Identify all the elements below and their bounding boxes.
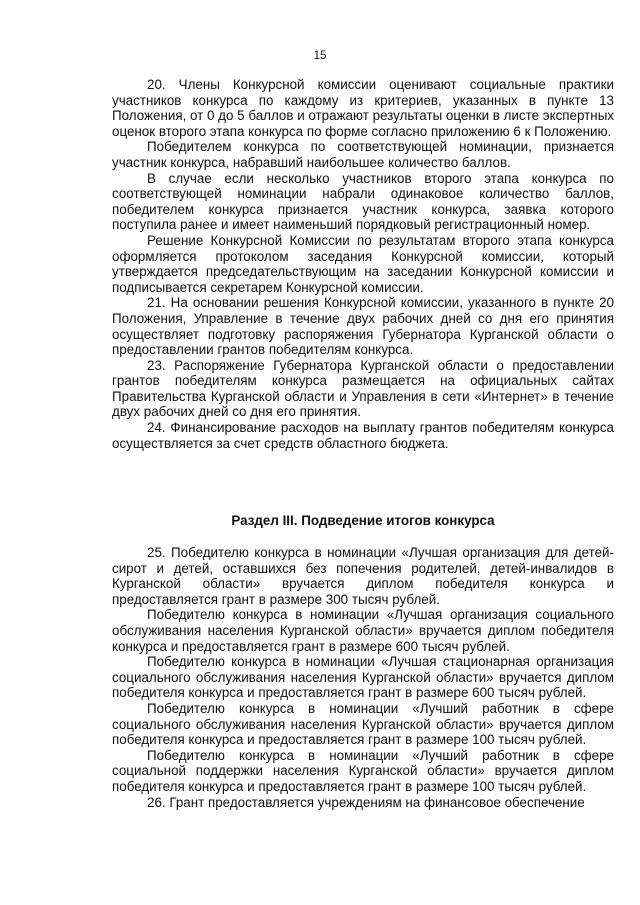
paragraph-winner-definition: Победителем конкурса по соответствующей номинации, признается участник конкурса, набравший наибольшее количество баллов. xyxy=(112,139,614,170)
paragraph-26: 26. Грант предоставляется учреждениям на финансовое обеспечение xyxy=(147,794,585,810)
paragraph-commission-decision: Решение Конкурсной Комиссии по результатам второго этапа конкурса оформляется протоколом заседания Конкурсной комиссии, который утверждается председательствующим на заседании Конкурсной комиссии и подписывается секретарем Конкурсной комиссии. xyxy=(112,232,614,295)
paragraph-21: 21. На основании решения Конкурсной комиссии, указанного в пункте 20 Положения, Управление в течение двух рабочих дней со дня его принятия осуществляет подготовку распоряжения Губернатора Курганской области о предоставлении грантов победителям конкурса. xyxy=(112,295,614,358)
paragraph-nomination-social-support-worker: Победителю конкурса в номинации «Лучший работник в сфере социальной поддержки населения Курганской области» вручается диплом победителя конкурса и предоставляется грант в размере 100 тысяч рублей. xyxy=(112,747,614,794)
paragraph-nomination-social-service-org: Победителю конкурса в номинации «Лучшая организация социального обслуживания населения Курганской области» вручается диплом победителя конкурса и предоставляется грант в размере 600 тысяч рублей. xyxy=(112,607,614,654)
section-three-heading: Раздел III. Подведение итогов конкурса xyxy=(231,513,495,528)
section-three-text xyxy=(112,545,614,810)
paragraph-nomination-stationary-org: Победителю конкурса в номинации «Лучшая стационарная организация социального обслуживания населения Курганской области» вручается диплом победителя конкурса и предоставляется грант в размере 600 тысяч рублей. xyxy=(112,654,614,701)
paragraph-20: 20. Члены Конкурсной комиссии оценивают социальные практики участников конкурса по каждому из критериев, указанных в пункте 13 Положения, от 0 до 5 баллов и отражают результаты оценки в листе экспертных оценок второго этапа конкурса по форме согласно приложению 6 к Положению. xyxy=(112,77,615,139)
paragraph-25: 25. Победителю конкурса в номинации «Лучшая организация для детей-сирот и детей, оставшихся без попечения родителей, детей-инвалидов в Курганской области» вручается диплом победителя конкурса и предоставляется грант в размере 300 тысяч рублей. xyxy=(112,545,614,607)
page-number: 15 xyxy=(313,50,327,62)
section-two-text xyxy=(112,77,614,451)
paragraph-nomination-social-service-worker: Победителю конкурса в номинации «Лучший работник в сфере социального обслуживания населения Курганской области» вручается диплом победителя конкурса и предоставляется грант в размере 100 тысяч рублей. xyxy=(112,700,614,748)
paragraph-23: 23. Распоряжение Губернатора Курганской области о предоставлении грантов победителям конкурса размещается на официальных сайтах Правительства Курганской области и Управления в сети «Интернет» в течение двух рабочих дней со дня его принятия. xyxy=(112,357,614,420)
paragraph-24: 24. Финансирование расходов на выплату грантов победителям конкурса осуществляется за счет средств областного бюджета. xyxy=(112,420,614,451)
paragraph-tie-rule: В случае если несколько участников второго этапа конкурса по соответствующей номинации набрали одинаковое количество баллов, победителем конкурса признается участник конкурса, заявка которого поступила ранее и имеет наименьший порядковый регистрационный номер. xyxy=(112,170,614,233)
